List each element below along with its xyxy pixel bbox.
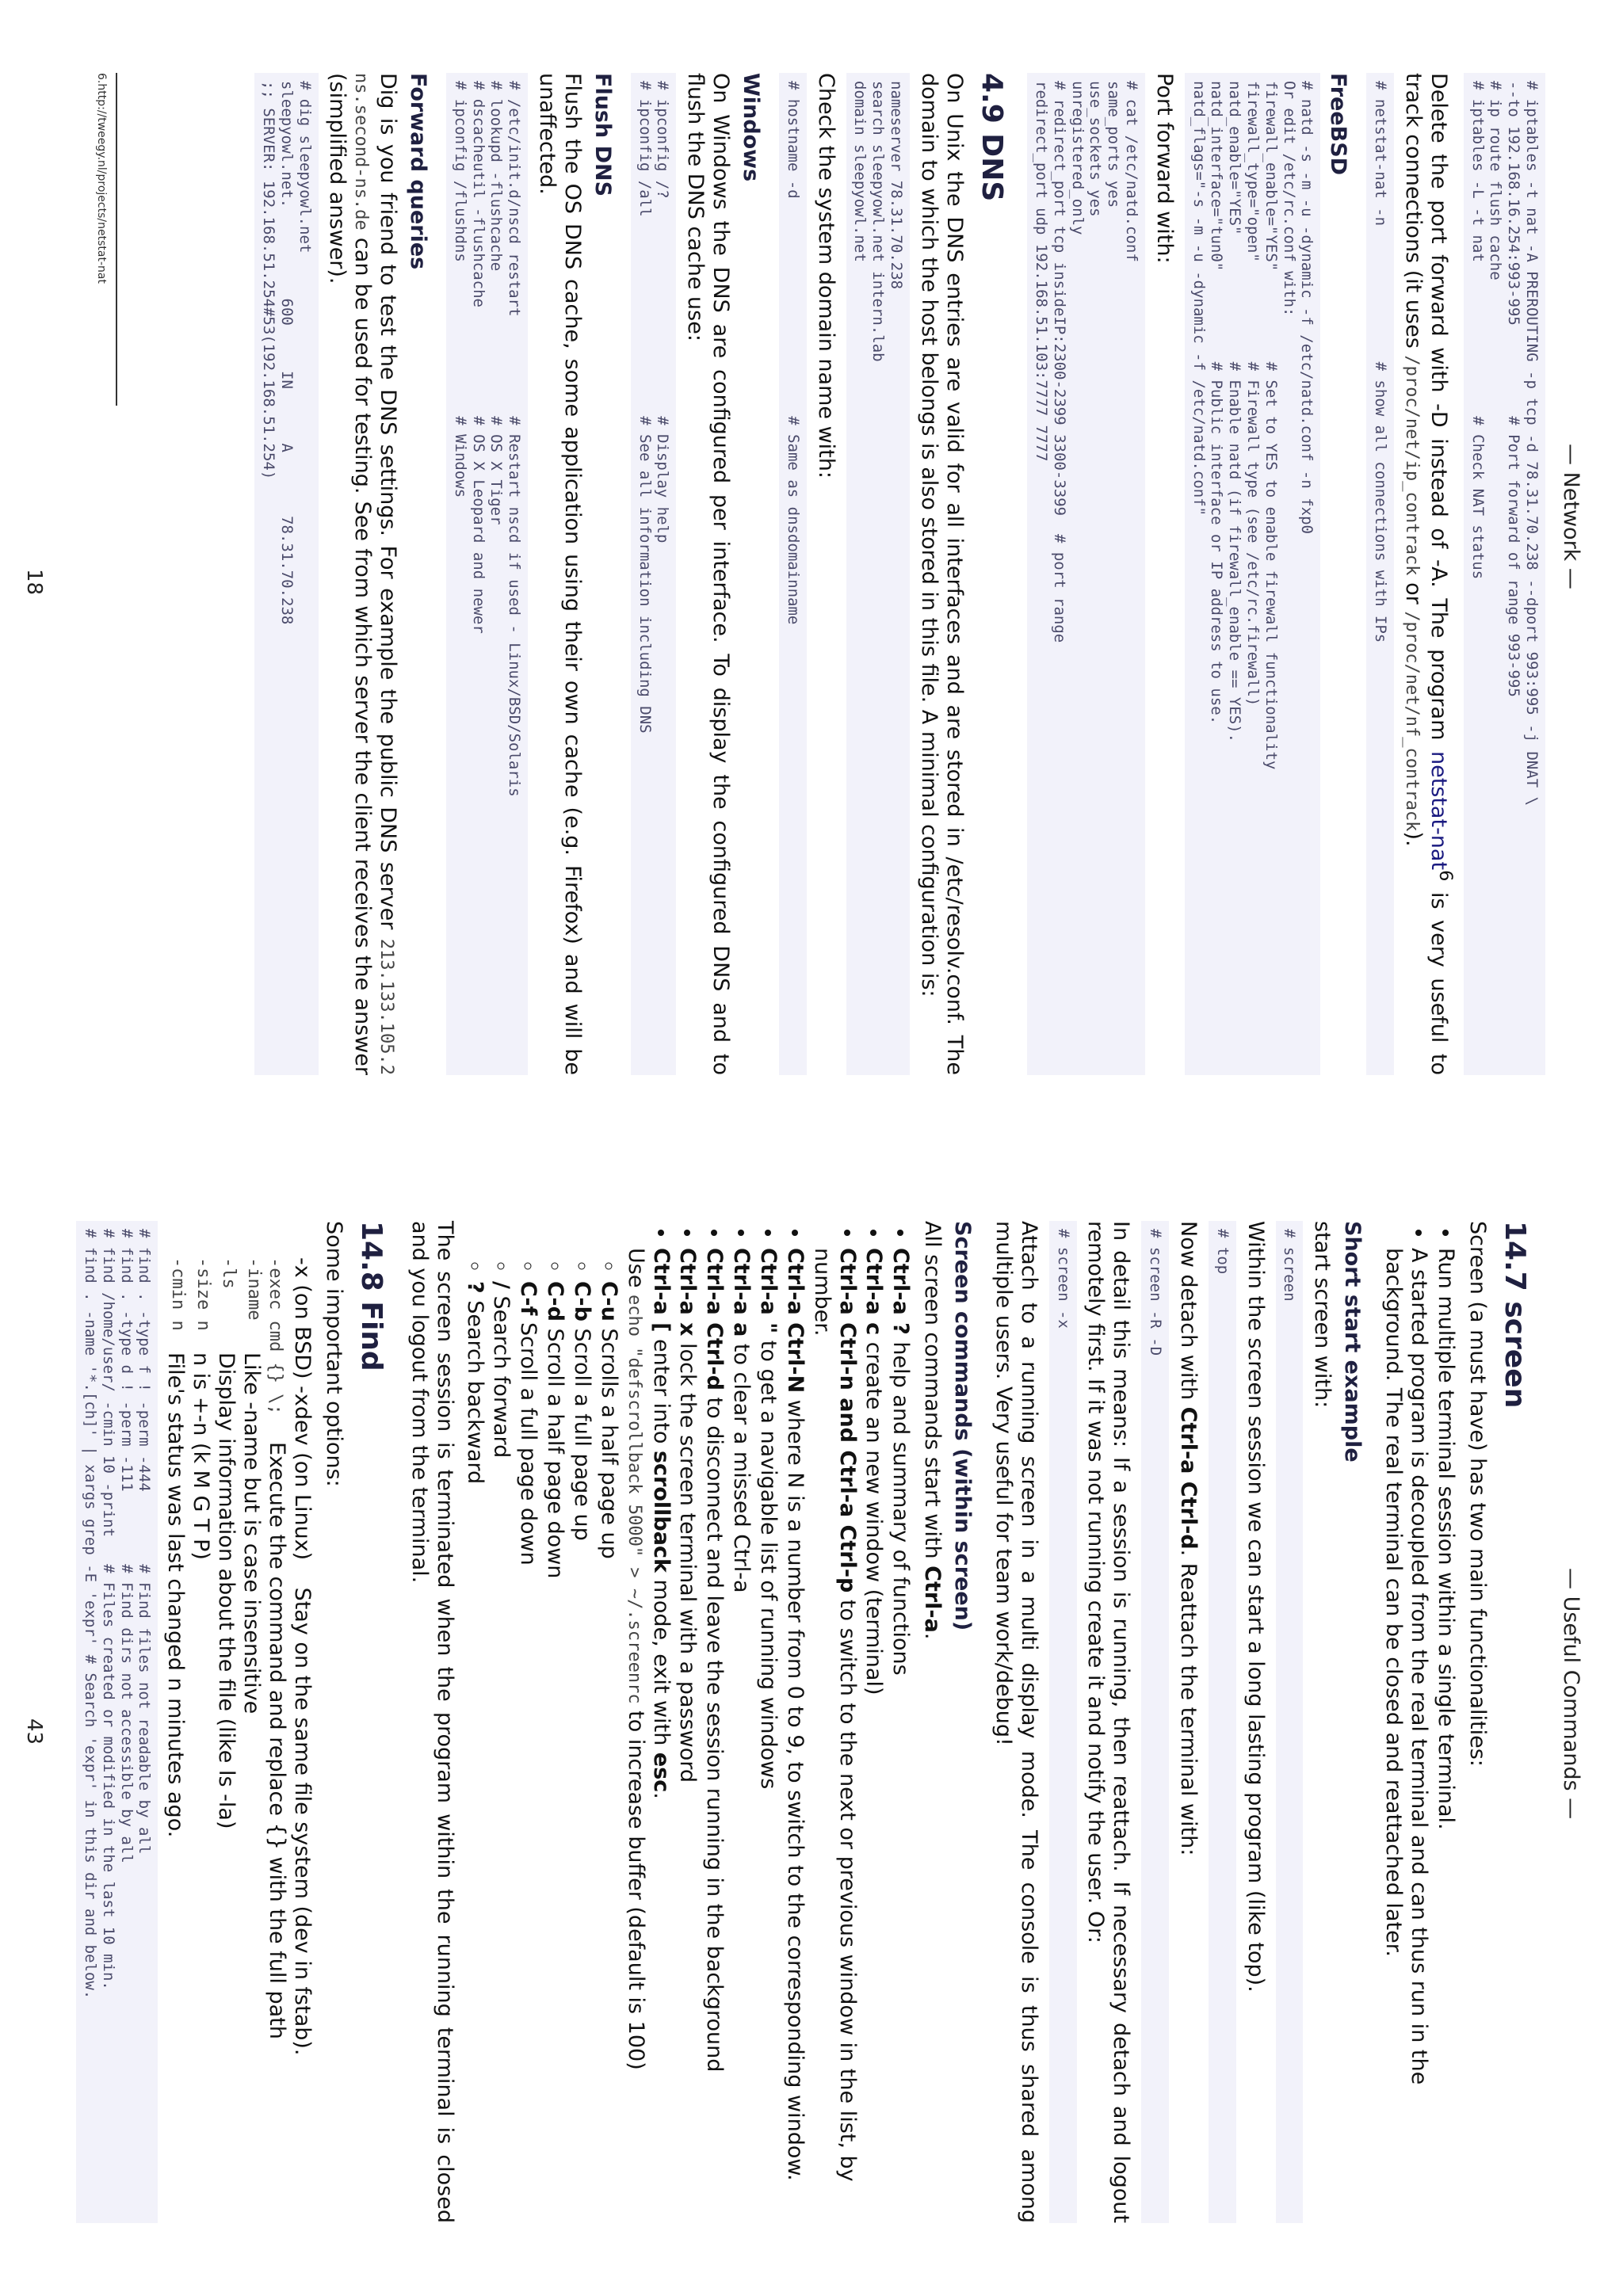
heading-windows: Windows (738, 73, 763, 182)
list-item (809, 1248, 860, 2223)
link-netstat-nat[interactable]: netstat-nat (1426, 750, 1451, 871)
paragraph-screen-intro: Screen (a must have) has two main functionalities: (1465, 1221, 1490, 1767)
paragraph-detail: In detail this means: If a session is running, then reattach. If necessary detach and logout remotely first. If it was not running create it and notify the user. Or: (1083, 1221, 1134, 2223)
text: Use (623, 1248, 648, 1295)
text: ). (1400, 831, 1426, 847)
text: All screen commands start with (920, 1221, 945, 1566)
footnote-rule (116, 73, 117, 406)
find-options (163, 1221, 315, 2223)
inline-code: echo "defscrollback 5000" > ~/.screenrc (624, 1295, 644, 1704)
paragraph-start: start screen with: (1310, 1221, 1335, 1409)
code-block-find: # find . -type f ! -perm -444 # Find files not readable by all # find . -type d ! -perm -111 # Find dirs not accessible by all # find /home/user/ -cmin 10 -print # Files created or modified in the last 10 min. # find . -name '*.[ch]' | xargs grep -E 'expr' # Search 'expr' in this dir and below. (76, 1221, 158, 2223)
text: . Reattach the terminal with: (1175, 1549, 1201, 1856)
key-combo: C-u (596, 1281, 621, 1322)
list-item (489, 1281, 514, 2223)
key-combo: Ctrl-a " (756, 1248, 781, 1334)
option-name: -size n (193, 1257, 214, 1331)
paragraph-attach: Attach to a running screen in a multi display mode. The console is thus shared among multiple users. Very useful for team work/debug! (991, 1221, 1041, 2223)
paragraph-port-forward: Port forward with: (1151, 73, 1177, 264)
text: to get a navigable list of running windows (756, 1333, 781, 1790)
list-item: • A started program is decoupled from the real terminal and can thus run in the background. The real terminal can be closed and reattached later. (1381, 1248, 1431, 2223)
list-item (888, 1248, 913, 2223)
option-row (264, 1257, 289, 2223)
code-block-dig: # dig sleepyowl.net sleepyowl.net. 600 IN A 78.31.70.238 ;; SERVER: 192.168.51.254#53(192.168.51.254) (254, 73, 318, 1075)
list-item (782, 1248, 808, 2223)
key-combo: Ctrl-a Ctrl-d (702, 1248, 727, 1390)
paragraph-terminated: The screen session is terminated when the program within the running terminal is closed and you logout from the terminal. (407, 1221, 457, 2223)
key-combo: Ctrl-a [ (648, 1248, 674, 1333)
footnote: 6.http://tweegy.nl/projects/netstat-nat (95, 73, 108, 284)
option-desc: Execute the command and replace {} with the full path (264, 1442, 289, 2039)
paragraph-windows: On Windows the DNS are configured per interface. To display the configured DNS and to flush the DNS cache use: (683, 73, 734, 1075)
list-item (755, 1248, 781, 2223)
text: Delete the port forward with -D instead of -A. The program (1426, 73, 1451, 751)
running-head: — Network — (1559, 444, 1583, 589)
list-item (462, 1248, 674, 2223)
page-number: 18 (22, 569, 46, 596)
code-block-flush: # /etc/init.d/nscd restart # Restart nscd if used - Linux/BSD/Solaris # lookupd -flushcache # OS X Tiger # dscacheutil -flushcache # OS X Leopard and newer # ipconfig /flushdns # Windows (446, 73, 528, 1075)
heading-dns: 4.9 DNS (976, 73, 1009, 202)
bold-text: esc (648, 1752, 674, 1793)
paragraph-within: Within the screen session we can start a long lasting program (like top). (1243, 1221, 1268, 1993)
code-block-ipconfig: # ipconfig /? # Display help # ipconfig /all # See all information including DNS (631, 73, 677, 1075)
list-item (728, 1248, 754, 2223)
paragraph-detach (1175, 1221, 1201, 2223)
heading-short-start: Short start example (1340, 1221, 1365, 1463)
text: mode, exit with (648, 1572, 674, 1753)
list-item: • Run multiple terminal session within a single terminal. (1433, 1248, 1458, 2223)
heading-screen-commands: Screen commands (within screen) (950, 1221, 976, 1631)
option-line (289, 1257, 315, 2223)
code-block-top: # top (1209, 1221, 1236, 2223)
text: Scroll a half page down (543, 1321, 568, 1579)
text: . (920, 1632, 945, 1640)
paragraph-commands-intro (919, 1221, 945, 2223)
page-number: 43 (22, 1718, 46, 1745)
paragraph-flush-dns: Flush the OS DNS cache, some application using their own cache (e.g. Firefox) and will be unaffected. (535, 73, 585, 1075)
paragraph-find-intro: Some important options: (321, 1221, 346, 1487)
option-desc: Like -name but is case insensitive (239, 1352, 264, 1714)
option-row (163, 1257, 189, 2223)
text: Scroll a full page up (570, 1321, 594, 1541)
code-block-resolv: nameserver 78.31.70.238 search sleepyowl.net intern.lab domain sleepyowl.net (846, 73, 910, 1075)
list-item (542, 1281, 567, 2223)
scrollback-usage (623, 1248, 648, 2223)
running-head: — Useful Commands — (1559, 1568, 1583, 1820)
option-desc: n is +-n (k M G T P) (189, 1352, 214, 1560)
option-desc: Stay on the same file system (dev in fstab). (289, 1587, 315, 2056)
text: or (1400, 575, 1426, 612)
code-block-reattach: # screen -R -D (1141, 1221, 1169, 2223)
text: create an new window (terminal) (861, 1335, 887, 1695)
text: can be used for testing. See from which server the client receives the answer (simplified answer). (325, 73, 376, 1075)
text: to switch to the next or previous window in the list, by number. (809, 1248, 860, 2182)
key-combo: C-b (570, 1281, 594, 1322)
heading-freebsd: FreeBSD (1326, 73, 1351, 176)
page-content (68, 1221, 1550, 2223)
list-item (569, 1281, 594, 2223)
page-43 (0, 1148, 1623, 2296)
text: help and summary of functions (888, 1334, 914, 1676)
key-combo: Ctrl-a (920, 1566, 945, 1633)
text: to increase buffer (default is 100) (623, 1703, 648, 2070)
text: is very useful to track connections (it uses (1400, 73, 1451, 1075)
code-block-natd-conf: # cat /etc/natd.conf same_ports yes use_sockets yes unregistered_only # redirect_port tcp insideIP:2300-2399 3300-3399 # port range redirect_port udp 192.168.51.103:7777 7777 (1027, 73, 1145, 1075)
list-item (861, 1248, 887, 2223)
text: Scroll a full page down (516, 1315, 541, 1566)
list-item (701, 1248, 727, 2223)
scrollback-key-list (462, 1248, 621, 2223)
list-item (675, 1248, 701, 2223)
text: Search forward (489, 1288, 514, 1459)
heading-forward-queries: Forward queries (406, 73, 431, 270)
key-combo: C-f (516, 1281, 541, 1316)
heading-screen: 14.7 screen (1499, 1221, 1531, 1409)
option-desc: File's status was last changed n minutes ago. (163, 1352, 189, 1838)
code-block-netstat: # netstat-nat -n # show all connections with IPs (1366, 73, 1394, 1075)
paragraph-forward-queries (325, 73, 401, 1075)
key-combo: Ctrl-a a (729, 1248, 754, 1337)
text: where N is a number from 0 to 9, to switch to the corresponding window. (782, 1393, 808, 2181)
key-combo: / (489, 1281, 514, 1289)
code-block-freebsd: # natd -s -m -u -dynamic -f /etc/natd.conf -n fxp0 Or edit /etc/rc.conf with: firewall_enable="YES" # Set to YES to enable firewall functionality firewall_type="open" # Firewall type (see /etc/rc.firewall) natd_enable="YES" # Enable natd (if firewall_enable == YES). natd_interface="tun0" # Public interface or IP address to use. natd_flags="-s -m -u -dynamic -f /etc/natd.conf" (1185, 73, 1321, 1075)
text: lock the screen terminal with a password (675, 1336, 701, 1783)
key-combo: Ctrl-a c (861, 1248, 887, 1336)
footnote-ref: 6 (1434, 870, 1456, 882)
text: enter into (648, 1332, 674, 1451)
key-combo: Ctrl-a x (675, 1248, 701, 1337)
text: Scrolls a half page up (596, 1321, 621, 1559)
option-name: -exec cmd {} \; (265, 1257, 285, 1415)
text: . (648, 1792, 674, 1799)
option-desc: Display information about the file (like ls -la) (214, 1352, 239, 1829)
key-combo: Ctrl-a Ctrl-N (782, 1248, 808, 1394)
heading-find: 14.8 Find (354, 1221, 388, 1371)
option-name: -cmin n (168, 1257, 189, 1331)
inline-code: /proc/net/ip_contrack (1401, 355, 1422, 576)
code-block-screen: # screen (1276, 1221, 1304, 2223)
screen-functionality-list (1381, 1221, 1458, 2223)
code-block-iptables: # iptables -t nat -A PREROUTING -p tcp -d 78.31.70.238 --dport 993:995 -j DNAT \ --to 192.168.16.254:993-995 # Port forward of range 993-995 # ip route flush cache # iptables -L -t nat # Check NAT status (1464, 73, 1545, 1075)
paragraph-delete-port-forward (1400, 73, 1456, 1075)
heading-flush-dns: Flush DNS (590, 73, 615, 197)
inline-code: /proc/net/nf_contrack (1401, 611, 1422, 832)
option-row (239, 1257, 264, 2223)
screen-command-list (462, 1221, 914, 2223)
option-name: -x (on BSD) -xdev (on Linux) (289, 1257, 315, 1561)
list-item (515, 1281, 540, 2223)
paragraph-check-domain: Check the system domain name with: (813, 73, 838, 479)
page-content (246, 73, 1550, 1075)
option-line (264, 1257, 289, 2223)
bold-text: scrollback (648, 1450, 674, 1573)
code-block-screen-x: # screen -x (1049, 1221, 1077, 2223)
inline-code: 213.133.105.2 ns.second-ns.de (351, 73, 397, 1075)
key-combo: Ctrl-a ? (888, 1248, 914, 1335)
key-combo: Ctrl-a Ctrl-d (1175, 1406, 1201, 1550)
key-combo: ? (462, 1281, 487, 1294)
option-row (188, 1257, 213, 2223)
text: Now detach with (1175, 1221, 1201, 1407)
list-item (596, 1281, 621, 2223)
code-block-hostname: # hostname -d # Same as dnsdomainname (779, 73, 807, 1075)
key-combo: Ctrl-a Ctrl-n and Ctrl-a Ctrl-p (834, 1248, 860, 1593)
list-item (462, 1281, 487, 2223)
option-row (213, 1257, 239, 2223)
option-row (289, 1257, 315, 2223)
option-name: -iname (243, 1257, 264, 1321)
text: Dig is you friend to test the DNS settings. For example the public DNS server (376, 73, 401, 939)
option-name: -ls (219, 1257, 239, 1289)
key-combo: C-d (543, 1281, 568, 1322)
text: to disconnect and leave the session running in the background (702, 1390, 727, 2073)
text: Search backward (462, 1293, 487, 1485)
text: to clear a missed Ctrl-a (729, 1337, 754, 1593)
paragraph-dns: On Unix the DNS entries are valid for all interfaces and are stored in /etc/resolv.conf. The domain to which the host belongs is also stored in this file. A minimal configuration is: (916, 73, 967, 1075)
